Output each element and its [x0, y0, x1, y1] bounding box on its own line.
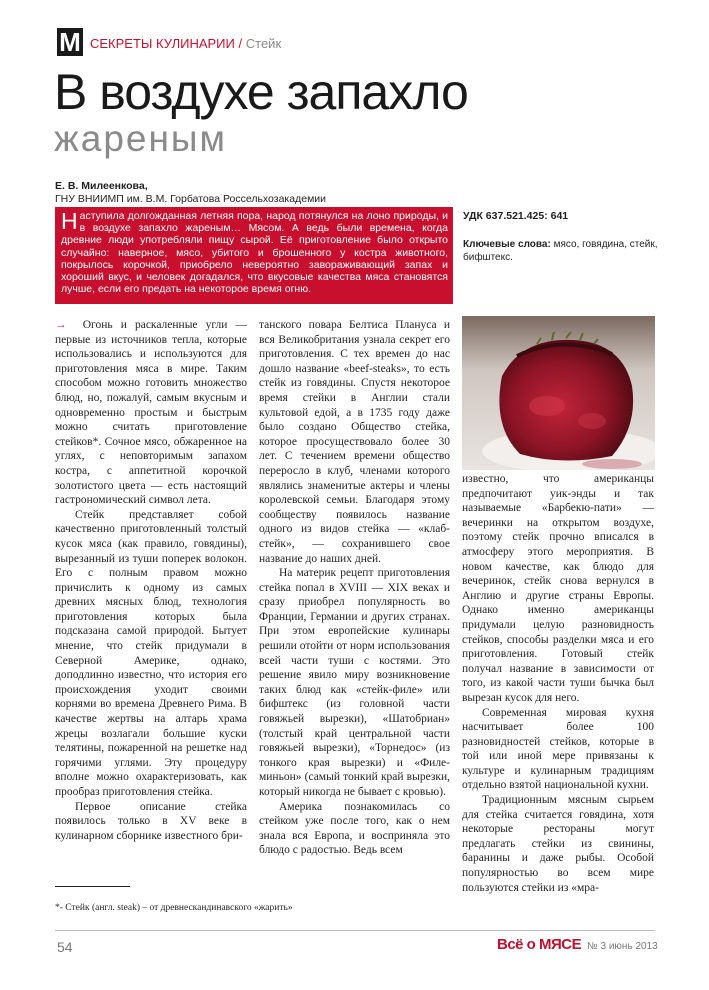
article-subtitle: жареным [54, 118, 227, 159]
lead-paragraph [55, 207, 453, 304]
magazine-name: Всё о МЯСЕ [497, 936, 582, 953]
lead-text: аступила долгожданная летняя пора, народ потянулся на лоно природы, и в воздухе запахло жареным… Мясом. А ведь были времена, когда древние люди употребляли пищу сырой. Её приготовление было открыто случайно: наверное, мясо, убитого и брошенного у костра животного, покрылось корочкой, приобрело невероятно завораживающий запах и хороший вкус, и человек догадался, что вкусовые качества мяса становятся лучше, если его предать на некоторое время огню. [61, 210, 448, 296]
steak-photo [462, 316, 655, 470]
text-column-2 [259, 318, 450, 858]
paragraph: танского повара Белтиса Плануса и вся Великобритания узнала секрет его приготовления. С тех времен до нас дошло название «beef-steaks», то есть стейк из говядины. Спустя некоторое время стейки в Англии стали культовой едой, а в 1735 году даже было создано Общество стейка, которое просуществовало более 30 лет. С течением времени общество переросло в клуб, членами которого являлись знаменитые актеры и члены королевской семьи. Благодаря этому сообществу появилось название одного из видов стейка — «клаб-стейк», — сохранившего свое название до наших дней. [259, 319, 450, 565]
keywords-text: мясо, говядина, стейк, бифштекс. [463, 239, 658, 263]
paragraph: Традиционным мясным сырьем для стейка считается говядина, хотя некоторые рестораны могут предлагать стейки из свинины, баранины и даже рыбы. Особой популярностью во всем мире пользуются стейки из «мра- [462, 794, 654, 894]
drop-cap: Н [61, 208, 78, 234]
paragraph: Америка познакомилась со стейком уже после того, как о нем знала вся Европа, и восприняла это блюдо с радостью. Ведь всем [259, 800, 450, 857]
footnote-divider [55, 886, 130, 887]
issue-info: № 3 июнь 2013 [587, 941, 658, 952]
keywords-label: Ключевые слова: [463, 239, 551, 250]
subsection-name: Стейк [245, 36, 282, 51]
article-title: В воздухе запахло [54, 64, 468, 120]
rubric [90, 36, 281, 51]
keywords [463, 238, 663, 264]
author-affiliation: ГНУ ВНИИМП им. В.М. Горбатова Россельхозакадемии [55, 193, 327, 205]
steak-illustration [462, 316, 655, 470]
paragraph: Современная мировая кухня насчитывает более 100 разновидностей стейков, которые в той или иной мере привязаны к культуре и кулинарным традициям отдельно взятой национальной кухни. [462, 706, 654, 792]
rubric-separator: / [238, 36, 243, 51]
section-name: СЕКРЕТЫ КУЛИНАРИИ [90, 36, 235, 51]
udc-code: УДК 637.521.425: 641 [463, 210, 569, 222]
author-name: Е. В. Милеенкова, [55, 180, 148, 192]
paragraph: Первое описание стейка появилось только в XV веке в кулинарном сборнике известного бри- [55, 800, 247, 842]
text-column-3 [462, 472, 654, 895]
paragraph: известно, что американцы предпочитают уик-энды и так называемые «Барбекю-пати» — вечеринки на открытом воздухе, поэтому стейк прочно вписался в атмосферу этого мероприятия. В новом качестве, как блюдо для вечеринок, стейк снова вернулся в Англию и другие страны Европы. Однако именно американцы придумали целую разновидность стейков, способы разделки мяса и его приготовления. Готовый стейк получал название в зависимости от того, из какой части туши бычка был вырезан кусок для него. [462, 473, 654, 704]
arrow-right-icon: → [55, 319, 83, 331]
paragraph: → Огонь и раскаленные угли — первые из источников тепла, которые использовались и используются для приготовления мяса в мире. Таким способом можно готовить множество блюд, но, пожалуй, самым вкусным и одновременно простым и быстрым можно считать приготовление стейков*. Сочное мясо, обжаренное на углях, с неповторимым запахом костра, с аппетитной корочкой золотистого цвета — есть настоящий гастрономический символ лета. [55, 319, 248, 507]
footnote: *- Стейк (англ. steak) – от древнескандинавского «жарить» [55, 903, 293, 913]
paragraph: Стейк представляет собой качественно приготовленный толстый кусок мяса (как правило, говядины), вырезанный из туши поперек волокон. Его с полным правом можно причислить к одному из самых древних мясных блюд, технология приготовления которых была подсказана самой природой. Бытует мнение, что стейк придумали в Северной Америке, однако, доподлинно известно, что история его происхождения уходит своими корнями во времена Древнего Рима. В качестве жертвы на алтарь храма жрецы возлагали большие куски телятины, пожаренной на решетке над горячими углями. Эту процедуру вполне можно охарактеризовать, как прообраз приготовления стейка. [55, 508, 247, 798]
text-column-1 [55, 318, 247, 843]
paragraph: На материк рецепт приготовления стейка попал в XVIII — XIX веках и сразу приобрел популярность во Франции, Германии и других странах. При этом европейские кулинары решили отойти от норм использования всей части туши с костями. Это решение явило миру возникновение таких блюд как «стейк-филе» или бифштекс (из головной части говяжьей вырезки), «Шатобриан» (толстый край центральной части говяжьей вырезки), «Торнедос» (из тонкого края вырезки) и «Филе-миньон» (самый тонкий край вырезки, который никогда не бывает с кровью). [259, 567, 450, 798]
footer-divider [55, 930, 655, 931]
page-number: 54 [57, 939, 73, 955]
magazine-logo: М [57, 28, 83, 56]
